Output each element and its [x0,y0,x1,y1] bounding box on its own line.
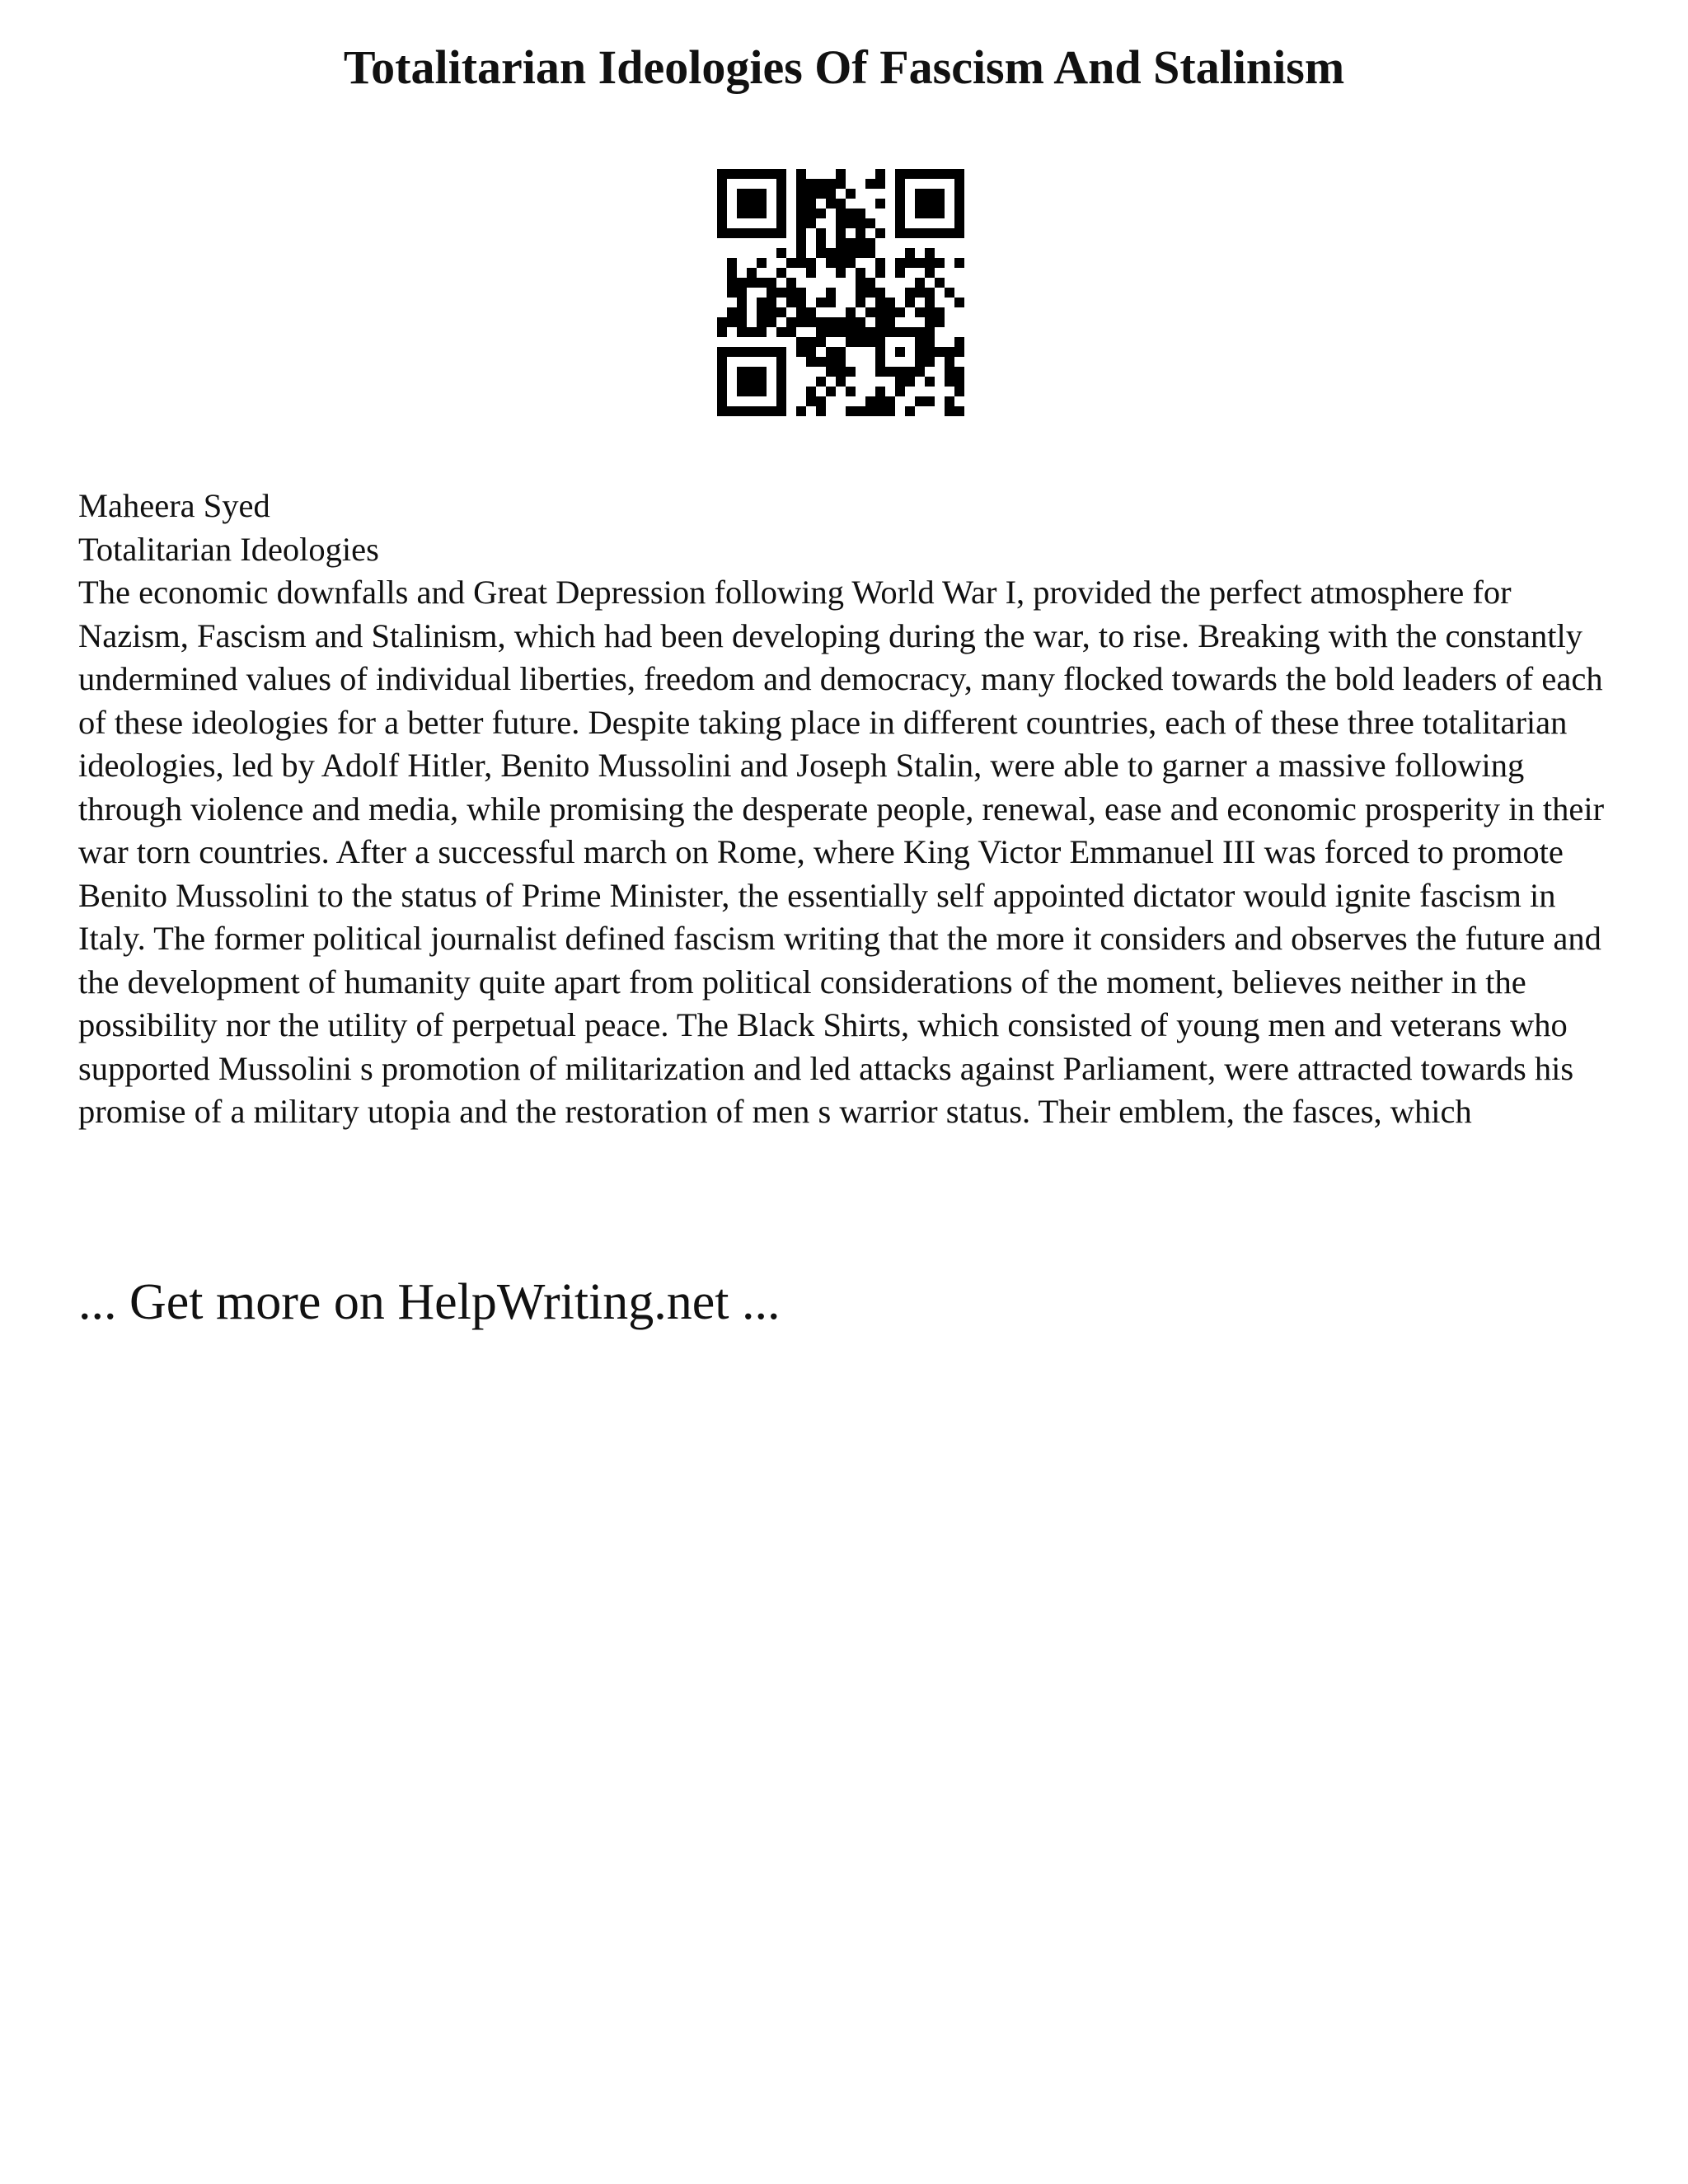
get-more-link[interactable]: ... Get more on HelpWriting.net ... [78,1274,781,1330]
qr-code-icon [717,169,964,416]
document-subject: Totalitarian Ideologies [78,530,379,568]
author-name: Maheera Syed [78,487,270,524]
page-title: Totalitarian Ideologies Of Fascism And Stalinism [343,40,1345,94]
document-body [78,485,1628,1134]
body-paragraph: The economic downfalls and Great Depression following World War I, provided the perfect atmosphere for Nazism, Fascism and Stalinism, which had been developing during the war, to rise. Breaking with the constantly undermined values of individual liberties, freedom and democracy, many flocked towards the bold leaders of each of these ideologies for a better future. Despite taking place in different countries, each of these three totalitarian ideologies, led by Adolf Hitler, Benito Mussolini and Joseph Stalin, were able to garner a massive following through violence and media, while promising the desperate people, renewal, ease and economic prosperity in their war torn countries. After a successful march on Rome, where King Victor Emmanuel III was forced to promote Benito Mussolini to the status of Prime Minister, the essentially self appointed dictator would ignite fascism in Italy. The former political journalist defined fascism writing that the more it considers and observes the future and the development of humanity quite apart from political considerations of the moment, believes neither in the possibility nor the utility of perpetual peace. The Black Shirts, which consisted of young men and veterans who supported Mussolini s promotion of militarization and led attacks against Parliament, were attracted towards his promise of a military utopia and the restoration of men s warrior status. Their emblem, the fasces, which [78,574,1605,1130]
